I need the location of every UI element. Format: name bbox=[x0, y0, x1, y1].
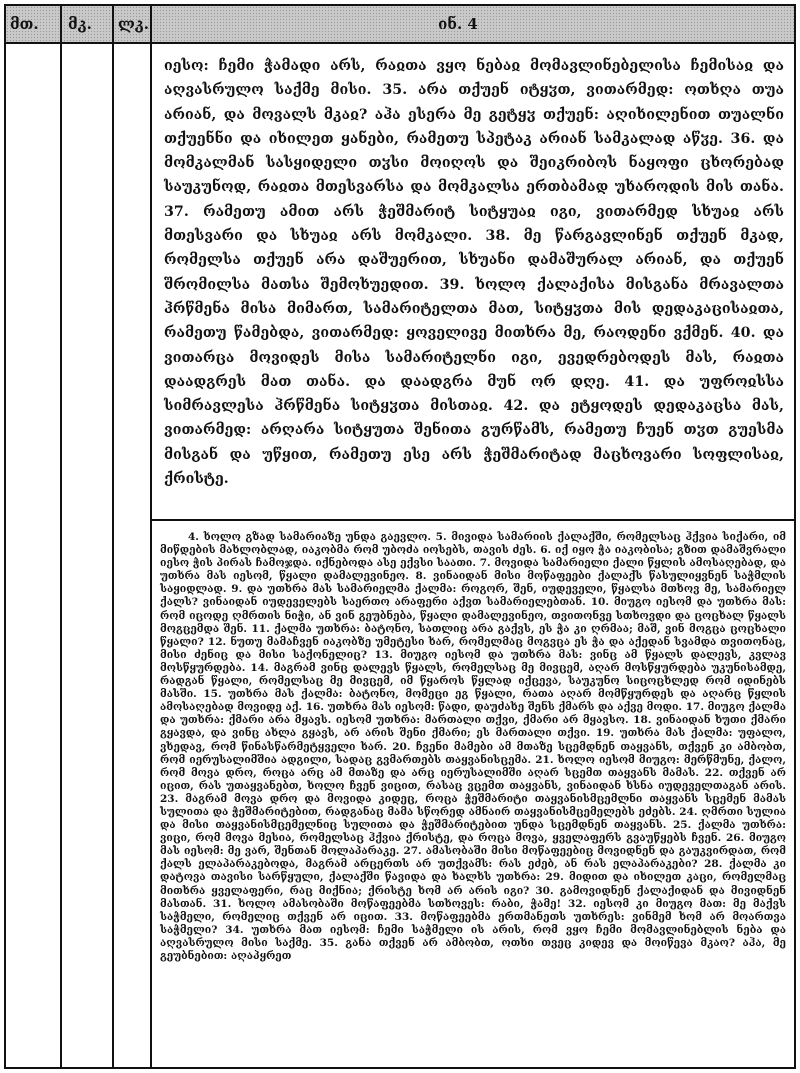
page-frame bbox=[4, 4, 796, 1069]
old-georgian-text-section bbox=[152, 44, 794, 521]
header-cell-mark: მკ. bbox=[62, 6, 114, 42]
column-divider-2 bbox=[112, 44, 114, 1067]
header-cell-matthew: მთ. bbox=[6, 6, 62, 42]
header-cell-john-chapter: ინ. 4 bbox=[438, 15, 478, 33]
modern-georgian-translation-text: 4. ხოლო გზად სამარიაზე უნდა გაევლო. 5. მივიდა სამარიის ქალაქში, რომელსაც ჰქვია სიქარი, იმ მიწდების მახლობლად, იაკობმა რომ უბოძა იოსებს, თავის ძეს. 6. იქ იყო ჭა იაკობისა; გზით დამაშვრალი იესო ჭის პირას ჩამოჯდა. იქნებოდა ასე ექვსი საათი. 7. მოვიდა სამარიელი ქალი წყლის ამოსაღებად, და უთხრა მას იესომ, წყალი დამალევინეო. 8. ვინაიდან მისი მოწაფეები ქალაქს წასულიყვნენ საჭმლის საყიდლად. 9. და უთხრა მას სამარიელმა ქალმა: როგორ, შენ, იუდეველი, წყალსა მთხოვ მე, სამარიელ ქალს? ვინაიდან იუდეველებს საერთო არაფერი აქვთ სამარიელებთან. 10. მიუგო იესომ და უთხრა მას: რომ იცოდე ღმრთის ნიჭი, ან ვინ გეუბნება, წყალი დამალევინეო, თვითონვე სთხოვდი და ცოცხალ წყალს მოგცემდა შენ. 11. ქალმა უთხრა: ბატონო, სათლიც არა გაქვს, ეს ჭა კი ღრმაა; მაშ, ვინ მოგცა ცოცხალი წყალი? 12. ნუთუ მამაჩვენ იაკობზე უმეტესი ხარ, რომელმაც მოგვცა ეს ჭა და აქედან სვამდა თვითონაც, მისი ძენიც და მისი საქონელიც? 13. მიუგო იესომ და უთხრა მას: ვინც ამ წყალს დალევს, კვლავ მოსწყურდება. 14. მაგრამ ვინც დალევს წყალს, რომელსაც მე მივცემ, აღარ მოსწყურდება უკუნისამდე, რადგან წყალი, რომელსაც მე მივცემ, იმ წყაროს წყლად იქცევა, საუკუნო სიცოცხლედ რომ იდინებს მასში. 15. უთხრა მას ქალმა: ბატონო, მომეცი ეგ წყალი, რათა აღარ მომწყურდეს და აღარც წყლის ამოსაღებად მოვიდე აქ. 16. უთხრა მას იესომ: წადი, დაუძახე შენს ქმარს და აქვე მოდი. 17. მიუგო ქალმა და უთხრა: ქმარი არა მყავს. იესომ უთხრა: მართალი თქვი, ქმარი არ მყავსო. 18. ვინაიდან ხუთი ქმარი გყავდა, და ვინც ახლა გყავს, არ არის შენი ქმარი; ეს მართალი თქვი. 19. უთხრა მას ქალმა: უფალო, ვხედავ, რომ წინასწარმეტყველი ხარ. 20. ჩვენი მამები ამ მთაზე სცემდნენ თაყვანს, თქვენ კი ამბობთ, რომ იერუსალიმშია ადგილი, სადაც გვმართებს თაყვანისცემა. 21. ხოლო იესომ მიუგო: მერწმუნე, ქალო, რომ მოვა დრო, როცა არც ამ მთაზე და არც იერუსალიმში აღარ სცემთ თაყვანს მამას. 22. თქვენ არ იცით, რას უთაყვანებთ, ხოლო ჩვენ ვიცით, რასაც ვცემთ თაყვანს, ვინაიდან ხსნა იუდეველთაგან არის. 23. მაგრამ მოვა დრო და მოვიდა კიდეც, როცა ჭეშმარიტი თაყვანისმცემლნი თაყვანს სცემენ მამას სულითა და ჭეშმარიტებით, რადგანაც მამა სწორედ ამნაირ თაყვანისმცემელებს ეძებს. 24. ღმრთი სულია და მისი თაყვანისმცემელნიც სულითა და ჭეშმარიტებით უნდა სცემდნენ თაყვანს. 25. ქალმა უთხრა: ვიცი, რომ მოვა მესია, რომელსაც ჰქვია ქრისტე, და როცა მოვა, ყველაფერს გვაუწყებს ჩვენ. 26. მიუგო მას იესომ: მე ვარ, შენთან მოლაპარაკე. 27. ამასობაში მისი მოწაფეებიც მოვიდნენ და გაუკვირდათ, რომ ქალს ელაპარაკებოდა, მაგრამ არცერთს არ უთქვამს: რას ეძებ, ან რას ელაპარაკები? 28. ქალმა კი დატოვა თავისი სარწყული, ქალაქში წავიდა და ხალხს უთხრა: 29. მიდით და იხილეთ კაცი, რომელმაც მითხრა ყველაფერი, რაც მიქნია; ქრისტე ხომ არ არის იგი? 30. გამოვიდნენ ქალაქიდან და მივიდნენ მასთან. 31. ხოლო ამასობაში მოწაფეებმა სთხოვეს: რაბი, ჭამე! 32. იესომ კი მიუგო მათ: მე მაქვს საჭმელი, რომელიც თქვენ არ იცით. 33. მოწაფეებმა ერთმანეთს უთხრეს: ვინმემ ხომ არ მოართვა საჭმელი? 34. უთხრა მათ იესომ: ჩემი საჭმელი ის არის, რომ ვყო ჩემი მომავლინებლის ნება და აღვასრულო მისი საქმე. 35. განა თქვენ არ ამბობთ, ოთხი თვეც კიდევ და მოიწევა მკაო? აჰა, მე გეუბნებით: აღაპყრეთ bbox=[160, 531, 786, 962]
header-cell-luke: ლკ. bbox=[114, 6, 152, 42]
page-header bbox=[6, 6, 794, 44]
column-divider-1 bbox=[60, 44, 62, 1067]
modern-translation-section bbox=[152, 521, 794, 1067]
old-georgian-gospel-text: იესო: ჩემი ჭამადი არს, რაჲთა ვყო ნებაჲ მომავლინებელისა ჩემისაჲ და აღვასრულო საქმე მისი. 35. არა თქუენ იტყჳთ, ვითარმედ: ოთხღა თუა არიან, და მოვალს მკაჲ? აჰა ესერა მე გეტყჳ თქუენ: აღიხილენით თუალნი თქუენნი და იხილეთ ყანები, რამეთუ სპეტაკ არიან სამკალად აწჳე. 36. და მომკალმან სასყიდელი თჳსი მოიღოს და შეიკრიბოს ნაყოფი ცხორებად საუკუნოდ, რაჲთა მთესვარსა და მომკალსა ერთბამად უხაროდის მის თანა. 37. რამეთუ ამით არს ჭეშმარიტ სიტყუაჲ იგი, ვითარმედ სხუაჲ არს მთესვარი და სხუაჲ არს მომკალი. 38. მე წარგავლინენ თქუენ მკად, რომელსა თქუენ არა დაშუერით, სხუანი დამაშურალ არიან, და თქუენ შრომილსა მათსა შემოხუედით. 39. ხოლო ქალაქისა მისგანა მრავალთა ჰრწმენა მისა მიმართ, სამარიტელთა მათ, სიტყჳთა მის დედაკაცისაჲთა, რამეთუ წამებდა, ვითარმედ: ყოველივე მითხრა მე, რაოდენი ვქმენ. 40. და ვითარცა მოვიდეს მისა სამარიტელნი იგი, ევედრებოდეს მას, რაჲთა დაადგრეს მათ თანა. და დაადგრა მუნ ორ დღე. 41. და უფროჲსსა სიმრავლესა ჰრწმენა სიტყჳთა მისთაჲ. 42. და ეტყოდეს დედაკაცსა მას, ვითარმედ: არღარა სიტყუთა შენითა გურწამს, რამეთუ ჩუენ თჳთ გუესმა მისგან და უწყით, რამეთუ ესე არს ჭეშმარიტად მაცხოვარი სოფლისაჲ, ქრისტე. bbox=[164, 58, 784, 488]
